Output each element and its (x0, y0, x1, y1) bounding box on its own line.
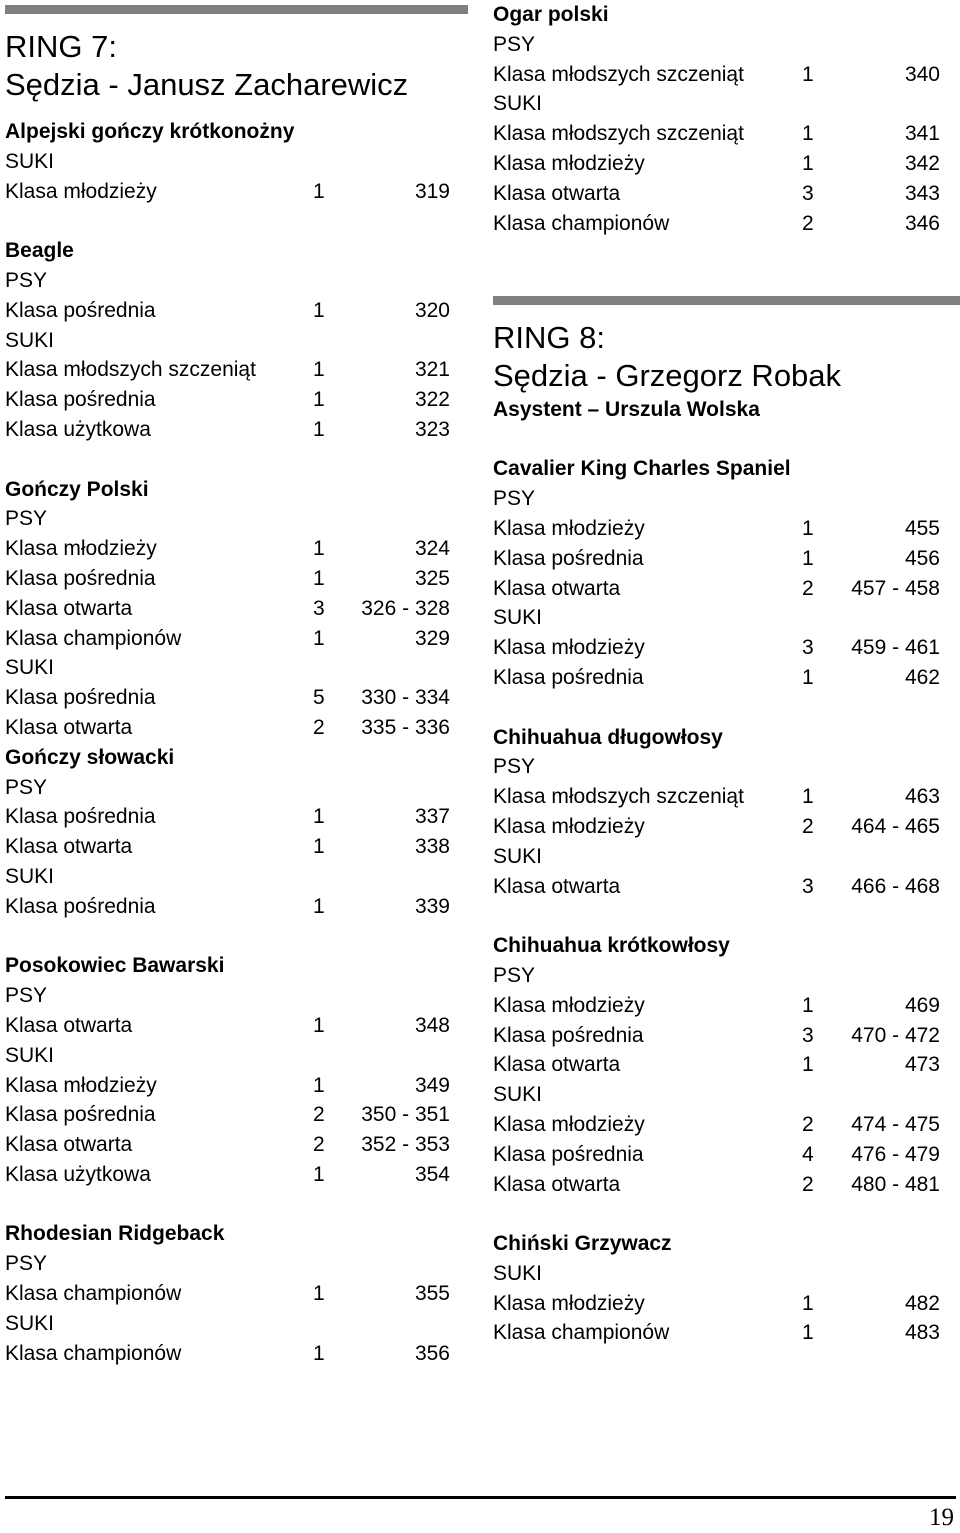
catalog-numbers: 321 (414, 358, 450, 382)
ring7-title: RING 7: (5, 29, 117, 64)
catalog-numbers: 319 (414, 179, 450, 203)
class-row (5, 564, 468, 594)
class-row (493, 1050, 960, 1080)
class-row (493, 1170, 960, 1200)
class-label: Klasa otwarta (493, 1172, 621, 1196)
sex-label: SUKI (5, 328, 55, 352)
catalog-numbers: 350 - 351 (361, 1103, 450, 1127)
sex-label: PSY (493, 32, 536, 56)
class-label: Klasa młodzieży (493, 636, 645, 660)
catalog-numbers: 463 (904, 785, 940, 809)
class-row (5, 1100, 468, 1130)
catalog-numbers: 341 (904, 122, 940, 146)
catalog-numbers: 325 (414, 566, 450, 590)
catalog-numbers: 338 (414, 835, 450, 859)
entry-count: 1 (313, 1341, 325, 1365)
spacer (5, 922, 468, 952)
ring7-judge: Sędzia - Janusz Zacharewicz (5, 67, 409, 102)
class-row (5, 624, 468, 654)
entry-count: 1 (802, 122, 814, 146)
catalog-numbers: 455 (904, 516, 940, 540)
breed-section (5, 743, 468, 922)
catalog-numbers: 330 - 334 (361, 686, 450, 710)
catalog-numbers: 326 - 328 (361, 596, 450, 620)
sex-label: PSY (493, 487, 536, 511)
class-row (493, 544, 960, 574)
class-row (5, 713, 468, 743)
class-row (493, 991, 960, 1021)
class-row (493, 1140, 960, 1170)
breed-name: Beagle (5, 239, 74, 263)
class-label: Klasa młodszych szczeniąt (493, 785, 744, 809)
catalog-numbers: 466 - 468 (851, 874, 940, 898)
sex-label: PSY (5, 268, 48, 292)
entry-count: 2 (313, 1103, 325, 1127)
breed-name: Rhodesian Ridgeback (5, 1222, 225, 1246)
entry-count: 2 (313, 715, 325, 739)
class-row (5, 415, 468, 445)
breed-name: Chiński Grzywacz (493, 1232, 672, 1256)
entry-count: 1 (313, 1162, 325, 1186)
entry-count: 1 (802, 785, 814, 809)
spacer (493, 1199, 960, 1229)
catalog-numbers: 474 - 475 (851, 1112, 940, 1136)
class-label: Klasa otwarta (493, 874, 621, 898)
entry-count: 1 (802, 516, 814, 540)
class-row (493, 782, 960, 812)
entry-count: 2 (313, 1133, 325, 1157)
entry-count: 3 (802, 1023, 814, 1047)
class-row (493, 60, 960, 90)
class-row (493, 209, 960, 239)
entry-count: 1 (313, 388, 325, 412)
class-row (5, 1011, 468, 1041)
sex-label: SUKI (493, 844, 543, 868)
ring8-assistant: Asystent – Urszula Wolska (493, 398, 760, 422)
catalog-numbers: 470 - 472 (851, 1023, 940, 1047)
catalog-numbers: 323 (414, 417, 450, 441)
class-row (5, 802, 468, 832)
catalog-numbers: 329 (414, 626, 450, 650)
catalog-numbers: 337 (414, 805, 450, 829)
class-label: Klasa użytkowa (5, 1162, 151, 1186)
entry-count: 2 (802, 814, 814, 838)
entry-count: 1 (313, 417, 325, 441)
class-label: Klasa pośrednia (493, 1023, 644, 1047)
breed-section (5, 236, 468, 445)
class-label: Klasa młodzieży (493, 1291, 645, 1315)
entry-count: 1 (313, 179, 325, 203)
entry-count: 1 (802, 1053, 814, 1077)
class-label: Klasa championów (5, 626, 182, 650)
class-row (493, 1318, 960, 1348)
breed-name: Cavalier King Charles Spaniel (493, 457, 791, 481)
sex-label: PSY (5, 984, 48, 1008)
class-label: Klasa championów (493, 211, 670, 235)
spacer (5, 1190, 468, 1220)
class-label: Klasa pośrednia (5, 298, 156, 322)
entry-count: 1 (313, 805, 325, 829)
catalog-numbers: 339 (414, 894, 450, 918)
breed-name: Ogar polski (493, 3, 609, 26)
catalog-numbers: 349 (414, 1073, 450, 1097)
class-label: Klasa pośrednia (5, 566, 156, 590)
class-label: Klasa pośrednia (5, 1103, 156, 1127)
class-label: Klasa młodzieży (5, 1073, 157, 1097)
catalog-numbers: 322 (414, 388, 450, 412)
class-label: Klasa otwarta (5, 715, 133, 739)
class-label: Klasa młodszych szczeniąt (5, 358, 256, 382)
breed-name: Chihuahua krótkowłosy (493, 934, 730, 958)
sex-label: PSY (5, 775, 48, 799)
ring8-judge: Sędzia - Grzegorz Robak (493, 358, 842, 394)
class-row (5, 1130, 468, 1160)
class-label: Klasa otwarta (493, 181, 621, 205)
breed-section (5, 117, 468, 206)
breed-section (5, 475, 468, 743)
sex-label: PSY (5, 1252, 48, 1276)
class-label: Klasa otwarta (493, 576, 621, 600)
class-row (5, 1160, 468, 1190)
catalog-numbers: 346 (904, 211, 940, 235)
breed-section (493, 0, 960, 238)
class-row (493, 179, 960, 209)
class-label: Klasa młodzieży (493, 814, 645, 838)
catalog-numbers: 348 (414, 1013, 450, 1037)
class-label: Klasa młodzieży (493, 516, 645, 540)
footer-rule (5, 1496, 956, 1499)
class-label: Klasa pośrednia (5, 686, 156, 710)
class-label: Klasa młodzieży (493, 993, 645, 1017)
entry-count: 1 (802, 1321, 814, 1345)
entry-count: 3 (802, 636, 814, 660)
entry-count: 5 (313, 686, 325, 710)
class-row (493, 574, 960, 604)
class-row (493, 119, 960, 149)
sex-label: SUKI (5, 1311, 55, 1335)
class-row (5, 1339, 468, 1369)
breed-name: Posokowiec Bawarski (5, 954, 225, 978)
entry-count: 1 (802, 151, 814, 175)
entry-count: 1 (313, 1282, 325, 1306)
catalog-numbers: 456 (904, 546, 940, 570)
class-row (493, 633, 960, 663)
class-label: Klasa młodzieży (5, 179, 157, 203)
breed-name: Chihuahua długowłosy (493, 725, 723, 749)
entry-count: 1 (313, 566, 325, 590)
catalog-numbers: 340 (904, 62, 940, 86)
class-row (493, 514, 960, 544)
class-row (5, 534, 468, 564)
entry-count: 1 (313, 894, 325, 918)
catalog-numbers: 473 (904, 1053, 940, 1077)
entry-count: 1 (802, 665, 814, 689)
catalog-numbers: 324 (414, 537, 450, 561)
class-label: Klasa pośrednia (493, 1142, 644, 1166)
catalog-numbers: 354 (414, 1162, 450, 1186)
breed-section (5, 1219, 468, 1368)
class-row (5, 177, 468, 207)
entry-count: 1 (802, 546, 814, 570)
ring8-column (488, 0, 960, 1348)
class-row (493, 1289, 960, 1319)
entry-count: 1 (313, 358, 325, 382)
catalog-numbers: 457 - 458 (851, 576, 940, 600)
entry-count: 2 (802, 1172, 814, 1196)
class-label: Klasa championów (5, 1282, 182, 1306)
class-row (493, 812, 960, 842)
catalog-numbers: 462 (904, 665, 940, 689)
class-label: Klasa młodszych szczeniąt (493, 62, 744, 86)
catalog-numbers: 469 (904, 993, 940, 1017)
breed-name: Gończy Polski (5, 477, 149, 501)
entry-count: 1 (802, 1291, 814, 1315)
class-row (5, 892, 468, 922)
class-row (493, 1110, 960, 1140)
class-label: Klasa otwarta (5, 835, 133, 859)
class-label: Klasa otwarta (5, 1013, 133, 1037)
breed-section (5, 951, 468, 1189)
class-label: Klasa pośrednia (493, 665, 644, 689)
catalog-numbers: 482 (904, 1291, 940, 1315)
catalog-numbers: 352 - 353 (361, 1133, 450, 1157)
catalog-numbers: 464 - 465 (851, 814, 940, 838)
entry-count: 1 (802, 62, 814, 86)
catalog-numbers: 476 - 479 (851, 1142, 940, 1166)
class-label: Klasa młodzieży (493, 151, 645, 175)
breed-section (493, 454, 960, 692)
class-label: Klasa pośrednia (5, 894, 156, 918)
catalog-numbers: 355 (414, 1282, 450, 1306)
class-label: Klasa pośrednia (5, 388, 156, 412)
entry-count: 1 (313, 537, 325, 561)
sex-label: SUKI (493, 1083, 543, 1107)
entry-count: 2 (802, 576, 814, 600)
entry-count: 2 (802, 1112, 814, 1136)
catalog-numbers: 483 (904, 1321, 940, 1345)
catalog-numbers: 480 - 481 (851, 1172, 940, 1196)
class-row (5, 832, 468, 862)
ring7-breed-list (5, 117, 468, 1368)
ring7-column (0, 0, 468, 1368)
sex-label: SUKI (5, 656, 55, 680)
sex-label: SUKI (5, 864, 55, 888)
entry-count: 3 (802, 181, 814, 205)
breed-name: Alpejski gończy krótkonożny (5, 120, 295, 143)
class-row (5, 296, 468, 326)
page-number: 19 (929, 1504, 954, 1531)
class-row (493, 1021, 960, 1051)
entry-count: 1 (313, 1013, 325, 1037)
breed-name: Gończy słowacki (5, 745, 175, 769)
sex-label: SUKI (493, 606, 543, 630)
sex-label: SUKI (493, 1261, 543, 1285)
ring7-continued-list (493, 0, 960, 238)
sex-label: SUKI (5, 149, 55, 173)
class-label: Klasa użytkowa (5, 417, 151, 441)
class-label: Klasa otwarta (5, 596, 133, 620)
entry-count: 4 (802, 1142, 814, 1166)
entry-count: 1 (313, 298, 325, 322)
spacer (5, 206, 468, 236)
section-rule (493, 296, 960, 305)
entry-count: 3 (313, 596, 325, 620)
entry-count: 1 (313, 1073, 325, 1097)
spacer (493, 693, 960, 723)
class-row (493, 872, 960, 902)
breed-section (493, 723, 960, 902)
sex-label: PSY (5, 507, 48, 531)
class-label: Klasa młodzieży (5, 537, 157, 561)
sex-label: SUKI (5, 1043, 55, 1067)
spacer (493, 901, 960, 931)
class-label: Klasa młodszych szczeniąt (493, 122, 744, 146)
ring8-title: RING 8: (493, 320, 605, 356)
catalog-numbers: 459 - 461 (851, 636, 940, 660)
catalog-numbers: 356 (414, 1341, 450, 1365)
ring8-breed-list (493, 454, 960, 1348)
entry-count: 1 (313, 626, 325, 650)
class-row (5, 355, 468, 385)
catalog-numbers: 343 (904, 181, 940, 205)
breed-section (493, 1229, 960, 1348)
sex-label: PSY (493, 963, 536, 987)
class-label: Klasa pośrednia (493, 546, 644, 570)
section-rule (5, 5, 468, 14)
catalog-numbers: 342 (904, 151, 940, 175)
entry-count: 1 (313, 835, 325, 859)
class-row (5, 683, 468, 713)
class-label: Klasa championów (493, 1321, 670, 1345)
class-label: Klasa championów (5, 1341, 182, 1365)
entry-count: 3 (802, 874, 814, 898)
class-row (5, 594, 468, 624)
catalog-numbers: 335 - 336 (361, 715, 450, 739)
sex-label: PSY (493, 755, 536, 779)
class-row (493, 663, 960, 693)
class-label: Klasa młodzieży (493, 1112, 645, 1136)
class-row (493, 149, 960, 179)
catalog-numbers: 320 (414, 298, 450, 322)
breed-section (493, 931, 960, 1199)
sex-label: SUKI (493, 92, 543, 116)
class-row (5, 1071, 468, 1101)
class-row (5, 385, 468, 415)
class-label: Klasa otwarta (5, 1133, 133, 1157)
class-label: Klasa pośrednia (5, 805, 156, 829)
entry-count: 2 (802, 211, 814, 235)
entry-count: 1 (802, 993, 814, 1017)
class-row (5, 1279, 468, 1309)
class-label: Klasa otwarta (493, 1053, 621, 1077)
spacer (5, 445, 468, 475)
